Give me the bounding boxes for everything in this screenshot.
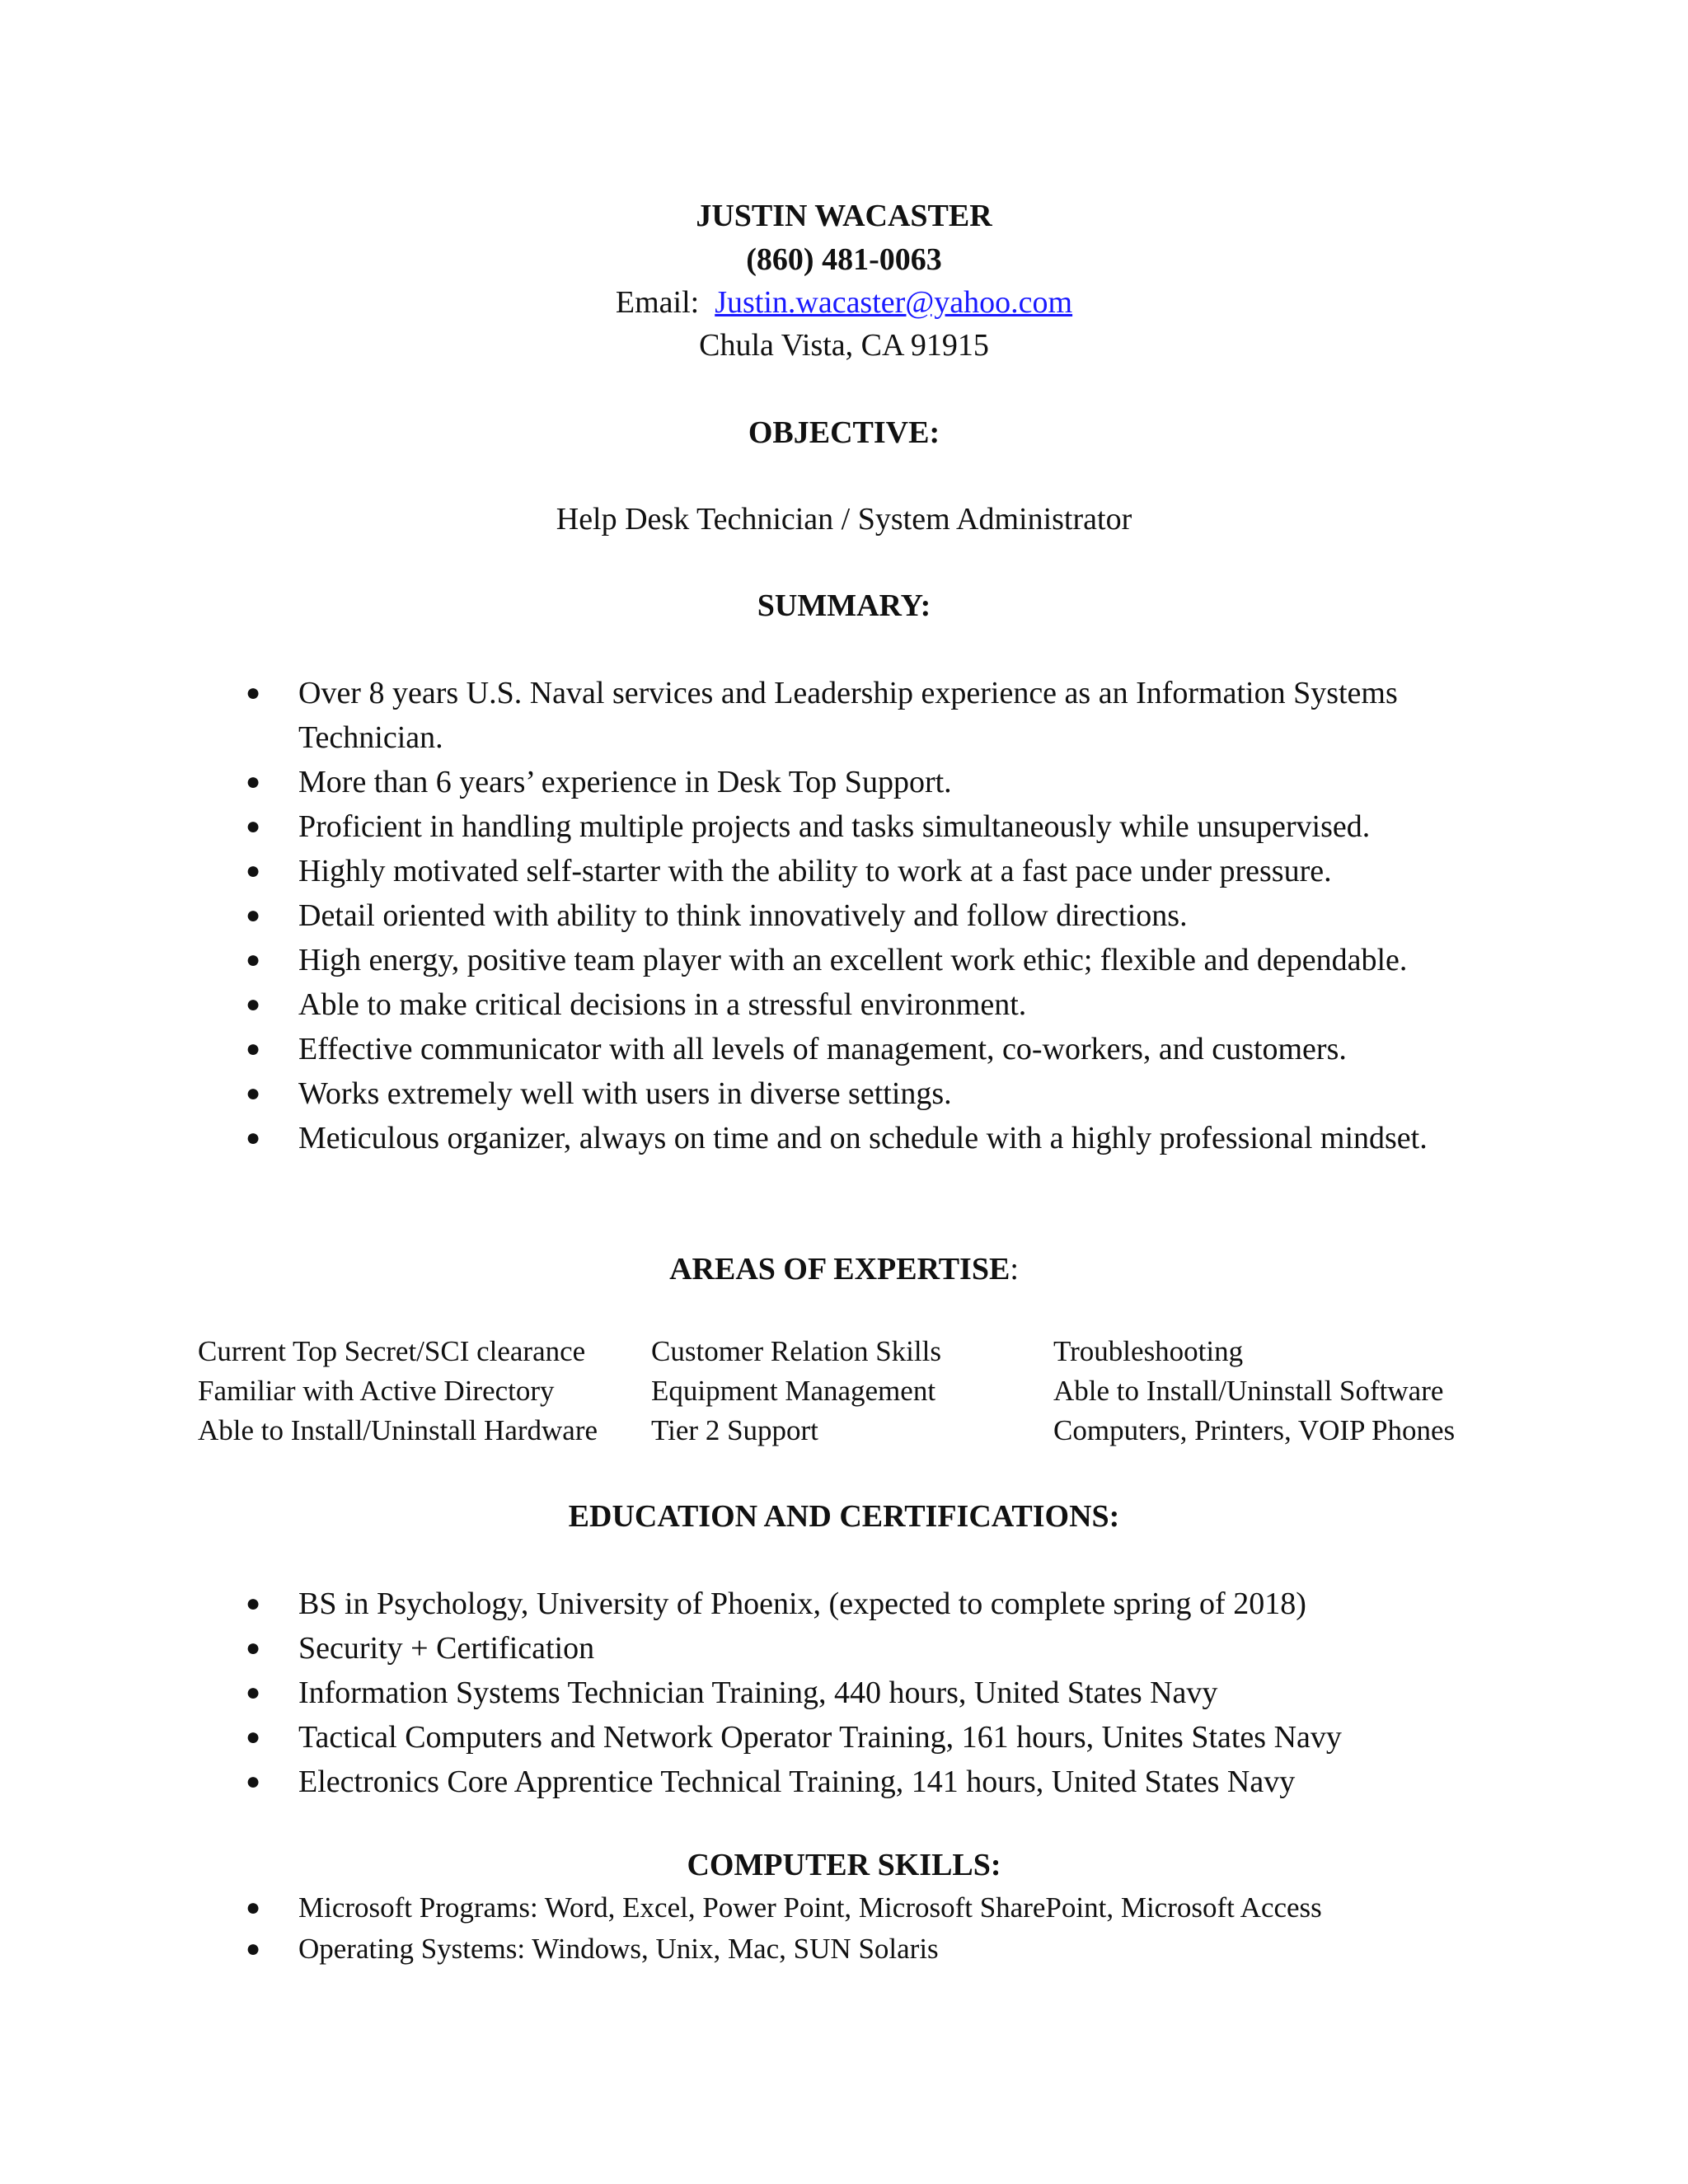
bullet-icon: ● [246,1035,261,1062]
bullet-icon: ● [246,857,261,884]
list-item: ● Operating Systems: Windows, Unix, Mac, SUN Solaris [0,1929,1688,1970]
list-item: ● Proficient in handling multiple projects and tasks simultaneously while unsupervised. [0,804,1688,849]
bullet-icon: ● [246,1124,261,1151]
computer-skills-heading: COMPUTER SKILLS: [687,1848,1001,1882]
expertise-item: Tier 2 Support [651,1414,818,1446]
bullet-icon: ● [246,1935,261,1962]
bullet-icon: ● [246,1590,261,1617]
bullet-icon: ● [246,1080,261,1107]
expertise-row [0,1375,1688,1414]
phone-number: (860) 481-0063 [746,242,942,277]
list-item: ● Able to make critical decisions in a stressful environment. [0,982,1688,1027]
expertise-item: Customer Relation Skills [651,1335,941,1367]
list-item: ● Works extremely well with users in diverse settings. [0,1071,1688,1116]
bullet-icon: ● [246,1768,261,1795]
list-item: ● Information Systems Technician Training, 440 hours, United States Navy [0,1671,1688,1715]
list-item: ● Tactical Computers and Network Operator Training, 161 hours, Unites States Navy [0,1715,1688,1760]
computer-skills-list [0,1887,1688,1970]
expertise-item: Able to Install/Uninstall Hardware [198,1414,598,1446]
bullet-icon: ● [246,1723,261,1750]
summary-heading: SUMMARY: [757,588,931,623]
list-item: ● More than 6 years’ experience in Desk Top Support. [0,760,1688,804]
expertise-row [0,1414,1688,1454]
location: Chula Vista, CA 91915 [699,328,989,363]
expertise-item: Computers, Printers, VOIP Phones [1053,1414,1456,1446]
email-line [0,284,1688,321]
education-heading: EDUCATION AND CERTIFICATIONS: [568,1499,1120,1534]
email-label: Email: [615,285,700,320]
expertise-item: Able to Install/Uninstall Software [1053,1375,1444,1407]
bullet-icon: ● [246,768,261,795]
list-item: ● Microsoft Programs: Word, Excel, Power Point, Microsoft SharePoint, Microsoft Access [0,1887,1688,1929]
list-item: ● BS in Psychology, University of Phoenix, (expected to complete spring of 2018) [0,1582,1688,1626]
bullet-icon: ● [246,991,261,1018]
bullet-icon: ● [246,1679,261,1706]
expertise-item: Current Top Secret/SCI clearance [198,1335,586,1367]
bullet-icon: ● [246,946,261,973]
expertise-heading: AREAS OF EXPERTISE: [669,1252,1019,1286]
bullet-icon: ● [246,902,261,929]
email-link[interactable]: Justin.wacaster@yahoo.com [715,285,1073,320]
bullet-icon: ● [246,679,261,706]
expertise-item: Troubleshooting [1053,1335,1244,1367]
list-item: ● Electronics Core Apprentice Technical Training, 141 hours, United States Navy [0,1760,1688,1804]
expertise-item: Familiar with Active Directory [198,1375,555,1407]
list-item: ● Meticulous organizer, always on time and on schedule with a highly professional mindset. [0,1116,1688,1160]
list-item: ● Effective communicator with all levels of management, co-workers, and customers. [0,1027,1688,1071]
summary-list [0,671,1688,1160]
list-item: ● Highly motivated self-starter with the ability to work at a fast pace under pressure. [0,849,1688,893]
list-item: ● Detail oriented with ability to think innovatively and follow directions. [0,893,1688,938]
bullet-icon: ● [246,1894,261,1921]
bullet-icon: ● [246,1634,261,1661]
candidate-name: JUSTIN WACASTER [696,199,992,233]
bullet-icon: ● [246,813,261,840]
list-item: ● Security + Certification [0,1626,1688,1671]
expertise-item: Equipment Management [651,1375,936,1407]
education-list [0,1582,1688,1804]
expertise-grid [0,1335,1688,1454]
expertise-row [0,1335,1688,1375]
list-item: ● High energy, positive team player with an excellent work ethic; flexible and dependable. [0,938,1688,982]
objective-text: Help Desk Technician / System Administrator [556,502,1132,537]
list-item: ● Over 8 years U.S. Naval services and Leadership experience as an Information Systems Technician. [0,671,1688,760]
objective-heading: OBJECTIVE: [748,415,940,450]
